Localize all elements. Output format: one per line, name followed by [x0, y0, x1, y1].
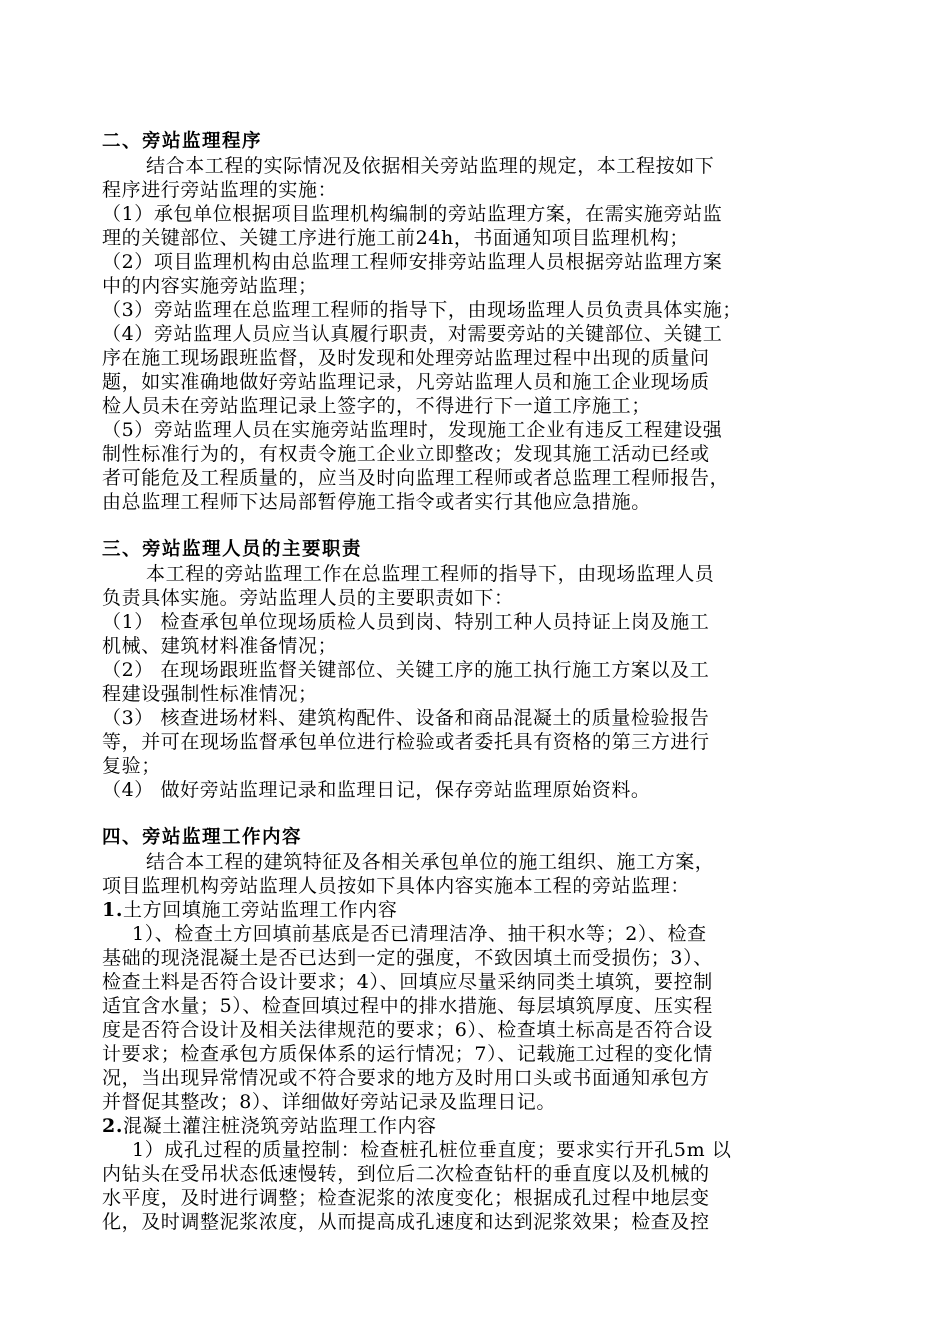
list-item-line: （4）旁站监理人员应当认真履行职责，对需要旁站的关键部位、关键工: [102, 323, 723, 345]
paragraph-line: 结合本工程的建筑特征及各相关承包单位的施工组织、施工方案，: [146, 851, 715, 873]
document-body: [102, 130, 872, 1234]
paragraph-line: 本工程的旁站监理工作在总监理工程师的指导下，由现场监理人员: [146, 563, 715, 585]
section-heading: 二、旁站监理程序: [102, 131, 263, 152]
list-item-line: 由总监理工程师下达局部暂停施工指令或者实行其他应急措施。: [102, 491, 651, 513]
paragraph-line: 1）、检查土方回填前基底是否已清理洁净、抽干积水等；2）、检查: [132, 923, 707, 945]
paragraph-line: 况，当出现异常情况或不符合要求的地方及时用口头或书面通知承包方: [102, 1067, 710, 1089]
subsection-title: [102, 1114, 872, 1138]
paragraph-line: 并督促其整改；8）、详细做好旁站记录及监理日记。: [102, 1091, 556, 1113]
list-item-line: （2）项目监理机构由总监理工程师安排旁站监理人员根据旁站监理方案: [102, 251, 723, 273]
list-item-line: 序在施工现场跟班监督，及时发现和处理旁站监理过程中出现的质量问: [102, 347, 710, 369]
paragraph-line: 度是否符合设计及相关法律规范的要求；6）、检查填土标高是否符合设: [102, 1019, 713, 1041]
subsection-title-text: 混凝土灌注桩浇筑旁站监理工作内容: [123, 1115, 437, 1137]
list-item-line: （2） 在现场跟班监督关键部位、关键工序的施工执行施工方案以及工: [102, 659, 710, 681]
section-heading: 三、旁站监理人员的主要职责: [102, 539, 363, 560]
paragraph-line: 内钻头在受吊状态低速慢转，到位后二次检查钻杆的垂直度以及机械的: [102, 1163, 710, 1185]
list-item-line: 者可能危及工程质量的，应当及时向监理工程师或者总监理工程师报告，: [102, 467, 730, 489]
list-item-line: 机械、建筑材料准备情况；: [102, 635, 338, 657]
paragraph-line: 程序进行旁站监理的实施：: [102, 179, 338, 201]
subsection-number: 1.: [102, 899, 124, 921]
list-item-line: 程建设强制性标准情况；: [102, 683, 318, 705]
paragraph-line: 结合本工程的实际情况及依据相关旁站监理的规定，本工程按如下: [146, 155, 715, 177]
list-item-line: 等，并可在现场监督承包单位进行检验或者委托具有资格的第三方进行: [102, 731, 710, 753]
paragraph-line: 负责具体实施。旁站监理人员的主要职责如下：: [102, 587, 514, 609]
paragraph-line: 项目监理机构旁站监理人员按如下具体内容实施本工程的旁站监理：: [102, 875, 691, 897]
paragraph-line: 基础的现浇混凝土是否已达到一定的强度，不致因填土而受损伤；3）、: [102, 947, 713, 969]
section-spacer: [102, 514, 872, 538]
list-item-line: 复验；: [102, 755, 161, 777]
paragraph-line: 水平度，及时进行调整；检查泥浆的浓度变化；根据成孔过程中地层变: [102, 1187, 710, 1209]
list-item-line: （5）旁站监理人员在实施旁站监理时，发现施工企业有违反工程建设强: [102, 419, 723, 441]
paragraph-line: 适宜含水量；5）、检查回填过程中的排水措施、每层填筑厚度、压实程: [102, 995, 713, 1017]
list-item-line: （4） 做好旁站监理记录和监理日记，保存旁站监理原始资料。: [102, 779, 651, 801]
list-item-line: 检人员未在旁站监理记录上签字的，不得进行下一道工序施工；: [102, 395, 651, 417]
section-heading: 四、旁站监理工作内容: [102, 827, 303, 848]
list-item-line: 制性标准行为的，有权责令施工企业立即整改；发现其施工活动已经或: [102, 443, 710, 465]
list-item-line: （3） 核查进场材料、建筑构配件、设备和商品混凝土的质量检验报告: [102, 707, 710, 729]
subsection-title-text: 土方回填施工旁站监理工作内容: [123, 899, 398, 921]
paragraph-line: 1）成孔过程的质量控制：检查桩孔桩位垂直度；要求实行开孔5m 以: [132, 1139, 732, 1161]
list-item-line: （1） 检查承包单位现场质检人员到岗、特别工种人员持证上岗及施工: [102, 611, 710, 633]
paragraph-line: 检查土料是否符合设计要求；4）、回填应尽量采纳同类土填筑，要控制: [102, 971, 713, 993]
list-item-line: 理的关键部位、关键工序进行施工前24h，书面通知项目监理机构；: [102, 227, 690, 249]
subsection-number: 2.: [102, 1115, 124, 1137]
paragraph-line: 计要求；检查承包方质保体系的运行情况；7）、记载施工过程的变化情: [102, 1043, 713, 1065]
list-item-line: （1）承包单位根据项目监理机构编制的旁站监理方案，在需实施旁站监: [102, 203, 723, 225]
section-spacer: [102, 802, 872, 826]
list-item-line: 中的内容实施旁站监理；: [102, 275, 318, 297]
list-item-line: 题，如实准确地做好旁站监理记录，凡旁站监理人员和施工企业现场质: [102, 371, 710, 393]
subsection-title: [102, 898, 872, 922]
list-item-line: （3）旁站监理在总监理工程师的指导下，由现场监理人员负责具体实施；: [102, 299, 742, 321]
paragraph-line: 化，及时调整泥浆浓度，从而提高成孔速度和达到泥浆效果；检查及控: [102, 1211, 710, 1233]
